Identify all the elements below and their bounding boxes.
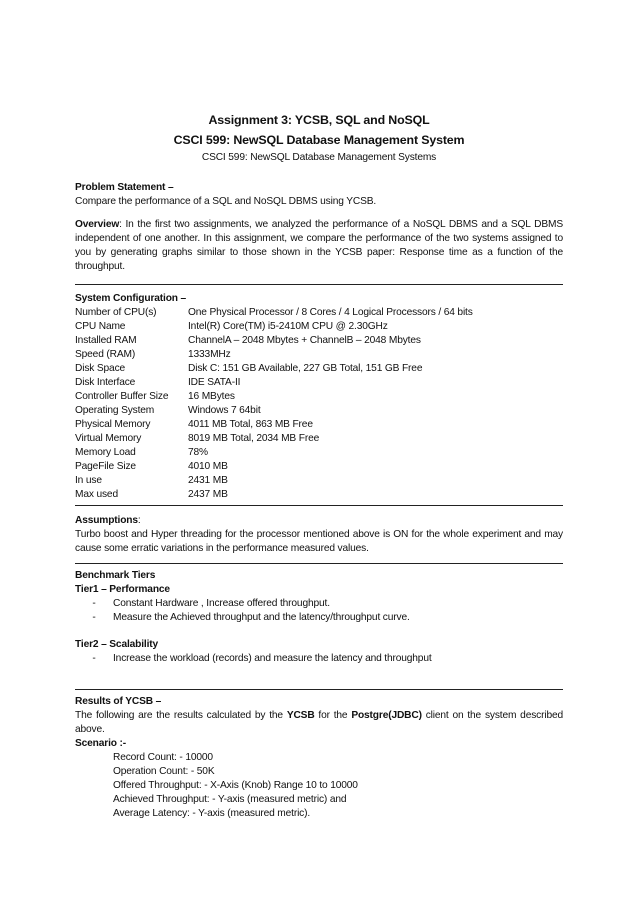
config-key: Controller Buffer Size [75, 391, 169, 402]
table-row [75, 404, 563, 418]
table-row [75, 418, 563, 432]
assumptions-label: Assumptions [75, 515, 138, 526]
config-key: Disk Interface [75, 377, 136, 388]
divider [75, 284, 563, 285]
tier2-section [75, 638, 563, 666]
assumptions-text: Turbo boost and Hyper threading for the processor mentioned above is ON for the whole experiment and may cause some erratic variations in the performance measured values. [75, 529, 563, 554]
config-value: 2437 MB [188, 489, 228, 500]
config-value: 16 MBytes [188, 391, 235, 402]
list-item [75, 611, 563, 625]
problem-section [75, 181, 563, 209]
problem-text: Compare the performance of a SQL and NoSQL DBMS using YCSB. [75, 196, 377, 207]
divider [75, 689, 563, 690]
table-row [75, 390, 563, 404]
config-key: Operating System [75, 405, 155, 416]
table-row [75, 474, 563, 488]
config-value: Disk C: 151 GB Available, 227 GB Total, 151 GB Free [188, 363, 423, 374]
results-text [75, 709, 563, 737]
results-heading: Results of YCSB – [75, 696, 162, 707]
tier1-heading: Tier1 – Performance [75, 584, 170, 595]
scenario-line: Operation Count: - 50K [113, 766, 215, 777]
divider [75, 563, 563, 564]
config-key: Number of CPU(s) [75, 307, 157, 318]
client-term: Postgre(JDBC) [351, 710, 422, 721]
config-value: 4011 MB Total, 863 MB Free [188, 419, 313, 430]
assignment-title: Assignment 3: YCSB, SQL and NoSQL [208, 113, 430, 127]
config-key: Installed RAM [75, 335, 137, 346]
config-value: 78% [188, 447, 208, 458]
config-value: IDE SATA-II [188, 377, 241, 388]
course-subtitle: CSCI 599: NewSQL Database Management Systems [201, 152, 437, 163]
scenario-line: Offered Throughput: - X-Axis (Knob) Range 10 to 10000 [113, 780, 358, 791]
system-heading: System Configuration – [75, 293, 187, 304]
scenario-list [75, 751, 563, 821]
config-value: ChannelA – 2048 Mbytes + ChannelB – 2048 Mbytes [188, 335, 421, 346]
divider [75, 505, 563, 506]
table-row [75, 446, 563, 460]
system-configuration [75, 292, 563, 502]
list-item [75, 652, 563, 666]
results-text-part: The following are the results calculated by the [75, 710, 283, 721]
results-section [75, 695, 563, 821]
overview-section [75, 218, 563, 274]
config-key: Disk Space [75, 363, 126, 374]
config-key: CPU Name [75, 321, 126, 332]
list-item-text: Measure the Achieved throughput and the latency/throughput curve. [113, 612, 410, 623]
config-value: 4010 MB [188, 461, 228, 472]
benchmark-tiers [75, 569, 563, 625]
bullet-dash: - [92, 612, 96, 623]
scenario-heading: Scenario :- [75, 738, 126, 749]
config-value: 8019 MB Total, 2034 MB Free [188, 433, 320, 444]
list-item [75, 597, 563, 611]
bullet-dash: - [92, 598, 96, 609]
config-key: Speed (RAM) [75, 349, 136, 360]
tier2-heading: Tier2 – Scalability [75, 639, 159, 650]
course-title: CSCI 599: NewSQL Database Management System [173, 133, 465, 147]
config-value: 2431 MB [188, 475, 228, 486]
config-value: Windows 7 64bit [188, 405, 261, 416]
table-row [75, 432, 563, 446]
assumptions-section [75, 514, 563, 556]
list-item-text: Increase the workload (records) and measure the latency and throughput [113, 653, 432, 664]
scenario-line: Average Latency: - Y-axis (measured metric). [113, 808, 311, 819]
table-row [75, 460, 563, 474]
tiers-heading: Benchmark Tiers [75, 570, 156, 581]
ycsb-term: YCSB [286, 710, 315, 721]
list-item-text: Constant Hardware , Increase offered throughput. [113, 598, 330, 609]
config-key: Virtual Memory [75, 433, 142, 444]
table-row [75, 362, 563, 376]
config-key: In use [75, 475, 102, 486]
scenario-line: Record Count: - 10000 [113, 752, 213, 763]
table-row [75, 320, 563, 334]
table-row [75, 348, 563, 362]
config-key: Physical Memory [75, 419, 151, 430]
results-text-part: client on the system described above. [75, 710, 563, 735]
table-row [75, 376, 563, 390]
table-row [75, 306, 563, 320]
table-row [75, 488, 563, 502]
config-value: 1333MHz [188, 349, 231, 360]
config-key: Max used [75, 489, 118, 500]
overview-text: : In the first two assignments, we analyzed the performance of a NoSQL DBMS and a SQL DBMS independent of one another. In this assignment, we compare the performance of the two systems assigned to you by generating graphs similar to those shown in the YCSB paper: Response time as a function of the throughput. [75, 219, 563, 272]
config-key: PageFile Size [75, 461, 136, 472]
scenario-line: Achieved Throughput: - Y-axis (measured metric) and [113, 794, 347, 805]
system-table [75, 306, 563, 502]
overview-label: Overview [75, 219, 120, 230]
assumptions-colon: : [137, 515, 141, 526]
config-key: Memory Load [75, 447, 136, 458]
config-value: Intel(R) Core(TM) i5-2410M CPU @ 2.30GHz [188, 321, 388, 332]
problem-heading: Problem Statement – [75, 182, 174, 193]
config-value: One Physical Processor / 8 Cores / 4 Logical Processors / 64 bits [188, 307, 473, 318]
results-text-part: for the [318, 710, 348, 721]
table-row [75, 334, 563, 348]
bullet-dash: - [92, 653, 96, 664]
